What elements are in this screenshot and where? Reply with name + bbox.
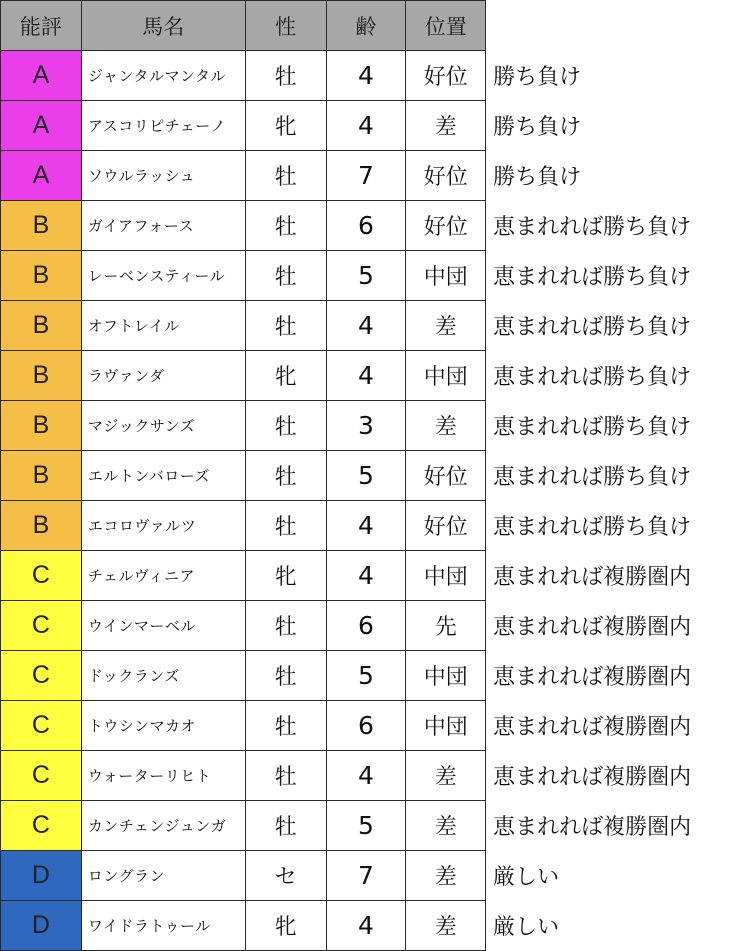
rank-cell: B	[1, 401, 82, 451]
header-rating: 能評	[1, 1, 82, 51]
position-cell: 好位	[406, 151, 486, 201]
age-cell: 7	[326, 851, 406, 901]
rank-cell: C	[1, 551, 82, 601]
comment-cell: 恵まれれば勝ち負け	[486, 351, 734, 401]
horse-name-cell: チェルヴィニア	[81, 551, 245, 601]
horse-name-cell: カンチェンジュンガ	[81, 801, 245, 851]
sex-cell: 牡	[245, 251, 326, 301]
rank-cell: B	[1, 201, 82, 251]
header-horse-name: 馬名	[81, 1, 245, 51]
sex-cell: 牡	[245, 301, 326, 351]
sex-cell: セ	[245, 851, 326, 901]
age-cell: 6	[326, 601, 406, 651]
horse-name-cell: オフトレイル	[81, 301, 245, 351]
rank-cell: D	[1, 901, 82, 951]
age-cell: 5	[326, 651, 406, 701]
comment-cell: 恵まれれば勝ち負け	[486, 401, 734, 451]
horse-name-cell: エルトンバローズ	[81, 451, 245, 501]
comment-cell: 恵まれれば勝ち負け	[486, 251, 734, 301]
header-position: 位置	[406, 1, 486, 51]
table-row	[1, 201, 734, 251]
position-cell: 先	[406, 601, 486, 651]
sex-cell: 牝	[245, 551, 326, 601]
rank-cell: B	[1, 351, 82, 401]
horse-name-cell: マジックサンズ	[81, 401, 245, 451]
comment-cell: 厳しい	[486, 851, 734, 901]
sex-cell: 牡	[245, 651, 326, 701]
age-cell: 4	[326, 501, 406, 551]
horse-name-cell: トウシンマカオ	[81, 701, 245, 751]
age-cell: 3	[326, 401, 406, 451]
position-cell: 中団	[406, 651, 486, 701]
table-row	[1, 651, 734, 701]
comment-cell: 恵まれれば複勝圏内	[486, 651, 734, 701]
position-cell: 差	[406, 901, 486, 951]
age-cell: 4	[326, 351, 406, 401]
table-row	[1, 601, 734, 651]
age-cell: 5	[326, 801, 406, 851]
sex-cell: 牡	[245, 601, 326, 651]
position-cell: 中団	[406, 351, 486, 401]
sex-cell: 牝	[245, 101, 326, 151]
horse-name-cell: エコロヴァルツ	[81, 501, 245, 551]
table-row	[1, 301, 734, 351]
rank-cell: B	[1, 251, 82, 301]
age-cell: 4	[326, 51, 406, 101]
age-cell: 5	[326, 451, 406, 501]
sex-cell: 牡	[245, 201, 326, 251]
header-sex: 性	[245, 1, 326, 51]
age-cell: 4	[326, 751, 406, 801]
position-cell: 差	[406, 851, 486, 901]
rank-cell: B	[1, 451, 82, 501]
position-cell: 中団	[406, 701, 486, 751]
age-cell: 4	[326, 301, 406, 351]
horse-name-cell: アスコリピチェーノ	[81, 101, 245, 151]
table-row	[1, 451, 734, 501]
age-cell: 4	[326, 901, 406, 951]
comment-cell: 恵まれれば複勝圏内	[486, 801, 734, 851]
comment-cell: 勝ち負け	[486, 51, 734, 101]
comment-cell: 恵まれれば勝ち負け	[486, 301, 734, 351]
rank-cell: D	[1, 851, 82, 901]
rank-cell: A	[1, 151, 82, 201]
age-cell: 4	[326, 101, 406, 151]
position-cell: 好位	[406, 501, 486, 551]
comment-cell: 恵まれれば勝ち負け	[486, 201, 734, 251]
position-cell: 差	[406, 301, 486, 351]
position-cell: 好位	[406, 451, 486, 501]
horse-name-cell: ロングラン	[81, 851, 245, 901]
comment-cell: 恵まれれば複勝圏内	[486, 751, 734, 801]
rank-cell: A	[1, 51, 82, 101]
horse-name-cell: ウォーターリヒト	[81, 751, 245, 801]
table-row	[1, 801, 734, 851]
position-cell: 中団	[406, 551, 486, 601]
horse-name-cell: ソウルラッシュ	[81, 151, 245, 201]
sex-cell: 牡	[245, 51, 326, 101]
position-cell: 差	[406, 751, 486, 801]
table-row	[1, 551, 734, 601]
sex-cell: 牡	[245, 401, 326, 451]
table-row	[1, 851, 734, 901]
comment-cell: 厳しい	[486, 901, 734, 951]
table-row	[1, 401, 734, 451]
comment-cell: 恵まれれば勝ち負け	[486, 501, 734, 551]
table-row	[1, 151, 734, 201]
header-blank	[486, 1, 734, 51]
rank-cell: C	[1, 801, 82, 851]
header-age: 齢	[326, 1, 406, 51]
comment-cell: 勝ち負け	[486, 151, 734, 201]
table-row	[1, 251, 734, 301]
horse-name-cell: ウインマーベル	[81, 601, 245, 651]
age-cell: 6	[326, 201, 406, 251]
comment-cell: 恵まれれば複勝圏内	[486, 601, 734, 651]
age-cell: 7	[326, 151, 406, 201]
rank-cell: B	[1, 301, 82, 351]
table-row	[1, 51, 734, 101]
horse-name-cell: ラヴァンダ	[81, 351, 245, 401]
position-cell: 好位	[406, 51, 486, 101]
sex-cell: 牡	[245, 751, 326, 801]
table-row	[1, 901, 734, 951]
rank-cell: C	[1, 751, 82, 801]
table-row	[1, 751, 734, 801]
comment-cell: 恵まれれば複勝圏内	[486, 551, 734, 601]
rank-cell: C	[1, 601, 82, 651]
age-cell: 5	[326, 251, 406, 301]
rank-cell: A	[1, 101, 82, 151]
table-row	[1, 351, 734, 401]
age-cell: 4	[326, 551, 406, 601]
position-cell: 差	[406, 101, 486, 151]
horse-name-cell: ジャンタルマンタル	[81, 51, 245, 101]
sex-cell: 牡	[245, 801, 326, 851]
rank-cell: C	[1, 651, 82, 701]
header-row	[1, 1, 734, 51]
table-body	[1, 51, 734, 951]
sex-cell: 牡	[245, 151, 326, 201]
position-cell: 差	[406, 401, 486, 451]
age-cell: 6	[326, 701, 406, 751]
sex-cell: 牝	[245, 351, 326, 401]
horse-name-cell: ガイアフォース	[81, 201, 245, 251]
position-cell: 差	[406, 801, 486, 851]
position-cell: 好位	[406, 201, 486, 251]
table-row	[1, 701, 734, 751]
table-row	[1, 501, 734, 551]
table-row	[1, 101, 734, 151]
comment-cell: 恵まれれば勝ち負け	[486, 451, 734, 501]
sex-cell: 牡	[245, 451, 326, 501]
sex-cell: 牡	[245, 501, 326, 551]
rank-cell: B	[1, 501, 82, 551]
comment-cell: 勝ち負け	[486, 101, 734, 151]
position-cell: 中団	[406, 251, 486, 301]
comment-cell: 恵まれれば複勝圏内	[486, 701, 734, 751]
rank-cell: C	[1, 701, 82, 751]
horse-name-cell: ドックランズ	[81, 651, 245, 701]
horse-name-cell: ワイドラトゥール	[81, 901, 245, 951]
horse-name-cell: レーベンスティール	[81, 251, 245, 301]
sex-cell: 牡	[245, 701, 326, 751]
sex-cell: 牝	[245, 901, 326, 951]
